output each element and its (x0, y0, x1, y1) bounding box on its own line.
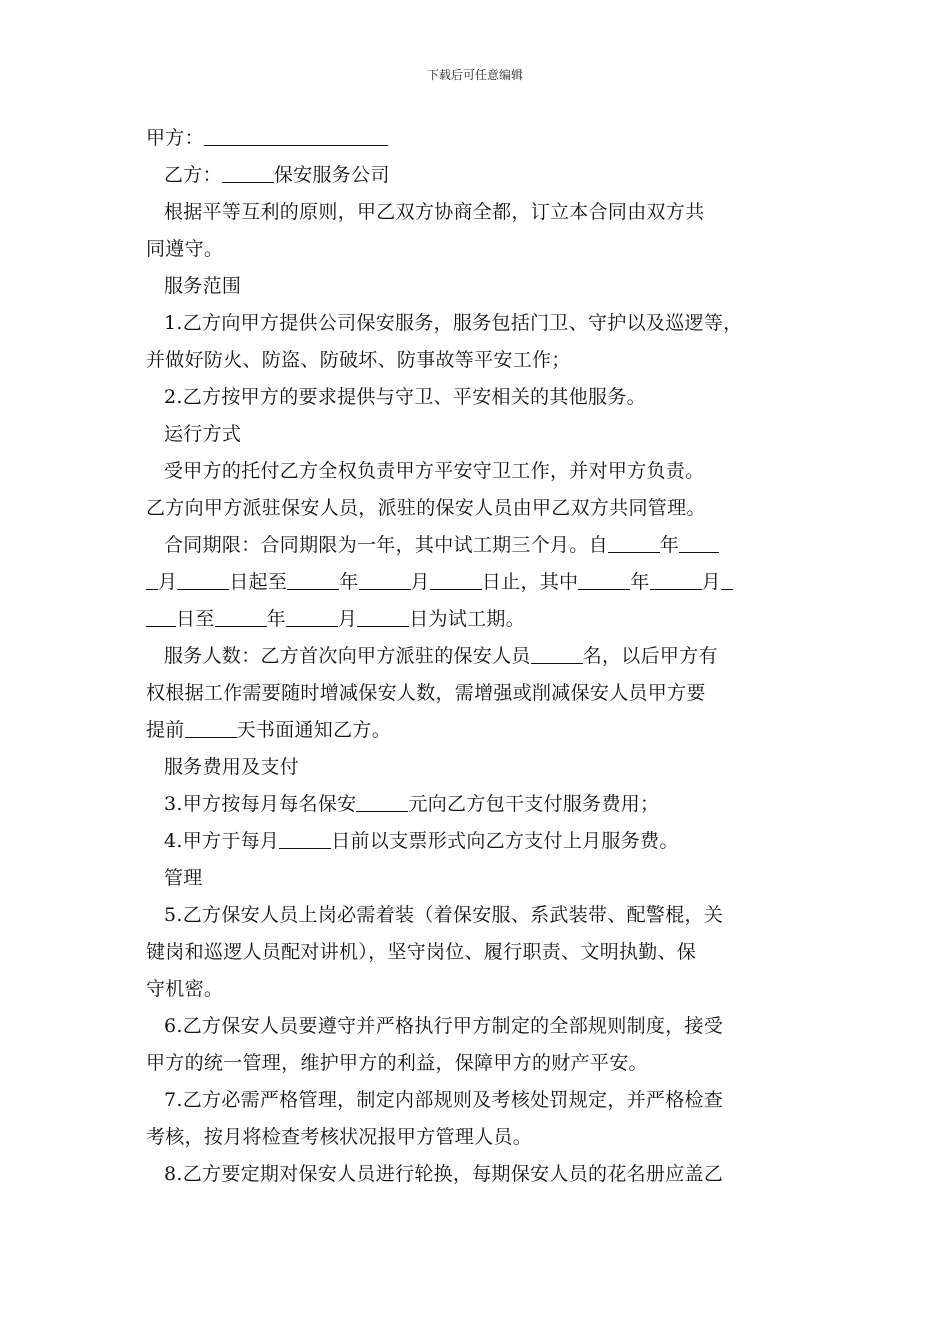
run-line-2: 乙方向甲方派驻保安人员，派驻的保安人员由甲乙双方共同管理。 (146, 497, 706, 519)
blank (531, 645, 583, 664)
section-run-heading: 运行方式 (164, 423, 242, 445)
blank (430, 571, 482, 590)
party-b-blank (222, 164, 274, 183)
term-line-3 (146, 601, 810, 638)
item-7-line-1: 7.乙方必需严格管理，制定内部规则及考核处罚规定，并严格检查 (164, 1089, 724, 1111)
item-2: 2.乙方按甲方的要求提供与守卫、平安相关的其他服务。 (164, 386, 646, 408)
trial-end-label: 日为试工期。 (409, 608, 526, 630)
blank (578, 571, 630, 590)
start-to-label: 日起至 (229, 571, 288, 593)
item-6-line-2: 甲方的统一管理，维护甲方的利益，保障甲方的财产平安。 (146, 1052, 648, 1074)
item-7-line-2: 考核，按月将检查考核状况报甲方管理人员。 (146, 1126, 533, 1148)
party-a-blank (204, 127, 388, 146)
blank (146, 608, 176, 627)
day-to-label: 日至 (176, 608, 215, 630)
run-line-1: 受甲方的托付乙方全权负责甲方平安守卫工作，并对甲方负责。 (164, 460, 705, 482)
year-label: 年 (266, 608, 286, 630)
year-label: 年 (630, 571, 650, 593)
month-label: 月 (701, 571, 721, 593)
party-a-line (146, 120, 810, 157)
party-a-label: 甲方： (146, 127, 204, 149)
blank (359, 571, 411, 590)
staff-text: 提前 (146, 719, 185, 741)
item-text: 4.甲方于每月 (164, 830, 280, 852)
item-4 (146, 823, 810, 860)
staff-text: 天书面通知乙方。 (236, 719, 392, 741)
year-label: 年 (339, 571, 359, 593)
intro-line-2: 同遵守。 (146, 238, 224, 260)
month-label: 月 (337, 608, 358, 630)
staff-text: 服务人数：乙方首次向甲方派驻的保安人员 (164, 645, 531, 667)
section-scope-heading: 服务范围 (164, 275, 242, 297)
item-8-line-1: 8.乙方要定期对保安人员进行轮换，每期保安人员的花名册应盖乙 (164, 1163, 724, 1185)
item-3 (146, 786, 810, 823)
item-5-line-1: 5.乙方保安人员上岗必需着装（着保安服、系武装带、配警棍，关 (164, 904, 724, 926)
item-text: 日前以支票形式向乙方支付上月服务费。 (331, 830, 679, 852)
item-1-line-1: 1.乙方向甲方提供公司保安服务，服务包括门卫、守护以及巡逻等， (164, 312, 743, 334)
section-fee-heading: 服务费用及支付 (164, 756, 300, 778)
month-label: 月 (158, 571, 178, 593)
contract-body (146, 120, 810, 1193)
blank (721, 571, 733, 590)
year-label: 年 (659, 534, 680, 556)
staff-text: 名，以后甲方有 (582, 645, 718, 667)
item-text: 3.甲方按每月每名保安 (164, 793, 357, 815)
item-6-line-1: 6.乙方保安人员要遵守并严格执行甲方制定的全部规则制度，接受 (164, 1015, 724, 1037)
staff-line-1 (146, 638, 810, 675)
month-label: 月 (410, 571, 430, 593)
item-5-line-3: 守机密。 (146, 978, 224, 1000)
item-5-line-2: 键岗和巡逻人员配对讲机），坚守岗位、履行职责、文明执勤、保 (146, 941, 697, 963)
blank (356, 793, 408, 812)
blank (679, 534, 719, 553)
blank (185, 719, 237, 738)
section-manage-heading: 管理 (164, 867, 203, 889)
blank (286, 608, 338, 627)
blank (215, 608, 267, 627)
term-line-1 (146, 527, 810, 564)
blank (146, 571, 158, 590)
intro-line-1: 根据平等互利的原则，甲乙双方协商全都，订立本合同由双方共 (164, 201, 705, 223)
blank (177, 571, 229, 590)
staff-line-2: 权根据工作需要随时增减保安人数，需增强或削减保安人员甲方要 (146, 682, 706, 704)
term-line-2 (146, 564, 810, 601)
party-b-label: 乙方： (164, 164, 222, 186)
page-header-note: 下载后可任意编辑 (426, 68, 523, 82)
blank (357, 608, 409, 627)
end-stop-label: 日止，其中 (481, 571, 579, 593)
party-b-name: 保安服务公司 (273, 164, 390, 186)
blank (287, 571, 339, 590)
term-text: 合同期限：合同期限为一年，其中试工期三个月。自 (164, 534, 608, 556)
blank (608, 534, 660, 553)
party-b-line (146, 157, 810, 194)
blank (650, 571, 702, 590)
item-text: 元向乙方包干支付服务费用； (408, 793, 660, 815)
item-1-line-2: 并做好防火、防盗、防破坏、防事故等平安工作； (146, 349, 571, 371)
blank (279, 830, 331, 849)
staff-line-3 (146, 712, 810, 749)
